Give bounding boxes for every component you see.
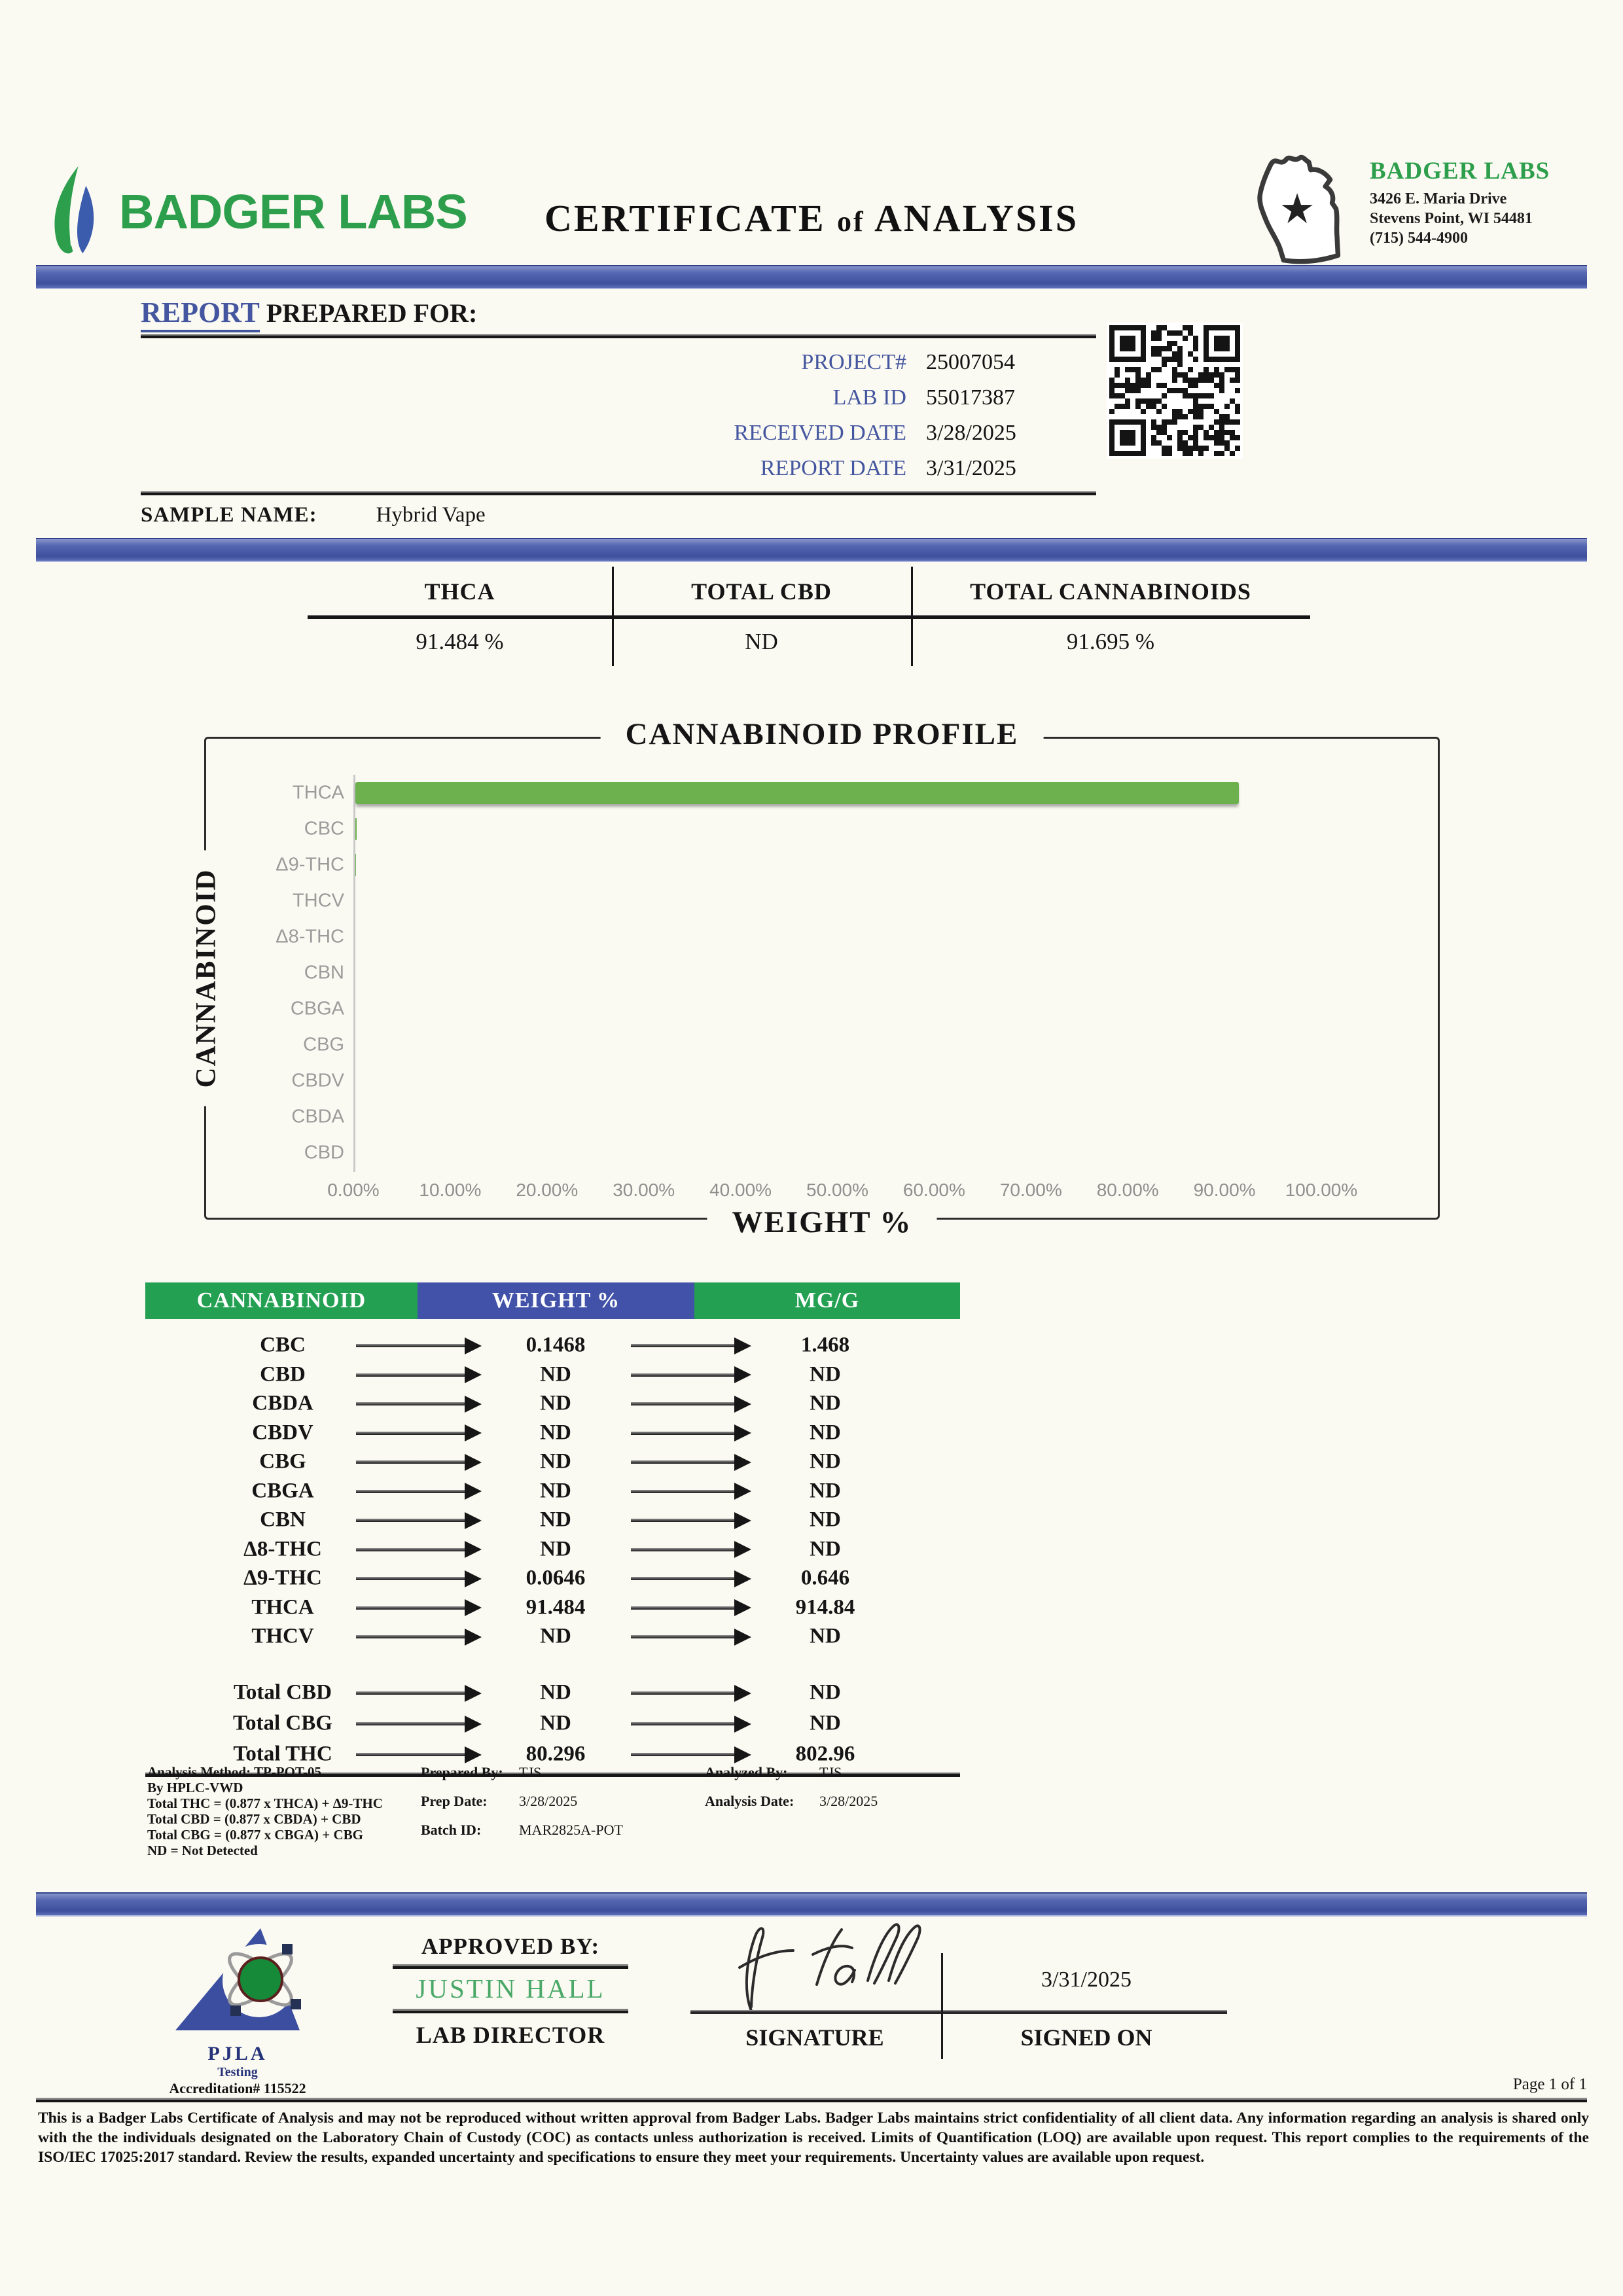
rule xyxy=(141,334,1096,338)
chart-row xyxy=(293,775,1321,811)
arrow-icon xyxy=(356,1635,466,1638)
table-header-mgg: MG/G xyxy=(694,1282,960,1319)
pjla-accreditation xyxy=(143,1920,332,2097)
summary-value: ND xyxy=(745,629,778,654)
cannabinoid-name: CBG xyxy=(259,1449,306,1474)
arrow-icon xyxy=(631,1432,736,1435)
field-row xyxy=(141,380,1096,415)
chart-y-axis-label: CANNABINOID xyxy=(190,851,223,1106)
field-row xyxy=(141,345,1096,380)
field-value: 3/28/2025 xyxy=(926,421,1016,445)
pjla-program: Testing xyxy=(217,2065,258,2079)
arrow-icon xyxy=(631,1373,736,1377)
cannabinoid-name: Δ8-THC xyxy=(243,1537,322,1561)
weight-value: ND xyxy=(540,1711,571,1735)
cannabinoid-name: THCV xyxy=(251,1624,314,1648)
accreditation-number: Accreditation# 115522 xyxy=(169,2080,306,2096)
method-note-line: Total CBG = (0.877 x CBGA) + CBG xyxy=(147,1827,364,1843)
pjla-logo-icon xyxy=(161,1920,315,2038)
chart-category-label: CBG xyxy=(303,1034,344,1055)
weight-value: ND xyxy=(540,1362,571,1386)
weight-value: ND xyxy=(540,1421,571,1445)
chart-x-tick: 100.00% xyxy=(1285,1180,1358,1200)
chart-category-label: THCA xyxy=(293,782,344,803)
chart-x-tick: 60.00% xyxy=(902,1180,965,1200)
table-row xyxy=(145,1593,960,1623)
weight-value: ND xyxy=(540,1449,571,1474)
table-row xyxy=(145,1535,960,1564)
analyzed-by-row: Analyzed By: TJS xyxy=(705,1764,842,1780)
arrow-icon xyxy=(356,1344,466,1347)
mgg-value: ND xyxy=(810,1421,841,1445)
cannabinoid-name: Total CBG xyxy=(233,1711,332,1735)
approval-block xyxy=(393,1934,1309,2077)
field-value: 55017387 xyxy=(926,385,1015,410)
lab-name: BADGER LABS xyxy=(1370,158,1550,185)
chart-category-label: THCV xyxy=(293,890,344,911)
table-row xyxy=(145,1389,960,1419)
arrow-icon xyxy=(631,1635,736,1638)
table-row xyxy=(145,1506,960,1535)
mgg-value: ND xyxy=(810,1391,841,1415)
chart-row xyxy=(276,847,1321,883)
field-label: RECEIVED DATE xyxy=(734,421,906,445)
field-value: 25007054 xyxy=(926,350,1015,374)
table-row xyxy=(145,1331,960,1360)
signature-image xyxy=(700,1907,942,2019)
weight-value: ND xyxy=(540,1680,571,1704)
arrow-icon xyxy=(356,1577,466,1580)
arrow-icon xyxy=(631,1460,736,1464)
arrow-icon xyxy=(356,1432,466,1435)
summary-value: 91.695 % xyxy=(1066,629,1155,654)
chart-bar xyxy=(355,818,357,840)
arrow-icon xyxy=(631,1606,736,1610)
chart-row xyxy=(303,1027,1321,1063)
arrow-icon xyxy=(356,1548,466,1551)
rule xyxy=(141,491,1096,495)
weight-value: 80.296 xyxy=(526,1742,586,1766)
batch-id-row: Batch ID: MAR2825A-POT xyxy=(421,1822,623,1838)
weight-value: ND xyxy=(540,1624,571,1648)
field-row xyxy=(141,415,1096,451)
arrow-icon xyxy=(631,1548,736,1551)
brand-name: BADGER LABS xyxy=(119,184,467,239)
arrow-icon xyxy=(356,1753,466,1756)
leaf-logo-icon xyxy=(45,156,110,267)
page-title: CERTIFICATE of ANALYSIS xyxy=(544,197,1079,239)
cannabinoid-name: CBC xyxy=(260,1333,306,1357)
mgg-value: ND xyxy=(810,1508,841,1532)
field-row xyxy=(141,451,1096,486)
summary-header: TOTAL CBD xyxy=(691,578,832,605)
qr-code xyxy=(1109,325,1240,456)
method-note-line: Analysis Method: TP-POT-05 xyxy=(147,1764,322,1780)
mgg-value: 1.468 xyxy=(800,1333,850,1357)
report-prepared-for-heading: REPORT PREPARED FOR: xyxy=(141,296,1096,329)
chart-x-tick: 90.00% xyxy=(1193,1180,1256,1200)
chart-category-label: CBDA xyxy=(291,1106,344,1127)
arrow-icon xyxy=(356,1691,466,1695)
table-row xyxy=(145,1419,960,1448)
chart-row xyxy=(291,1063,1321,1099)
report-fields xyxy=(141,345,1096,486)
chart-plot-area xyxy=(276,775,1321,1172)
chart-title: CANNABINOID PROFILE xyxy=(601,716,1044,752)
chart-category-label: Δ8-THC xyxy=(276,926,344,947)
results-table xyxy=(145,1282,960,1777)
signature-line xyxy=(690,2010,1227,2014)
arrow-icon xyxy=(356,1722,466,1725)
arrow-icon xyxy=(356,1490,466,1493)
arrow-icon xyxy=(631,1722,736,1725)
arrow-icon xyxy=(631,1402,736,1405)
pjla-name: PJLA xyxy=(207,2043,268,2064)
mgg-value: ND xyxy=(810,1711,841,1735)
cannabinoid-profile-chart xyxy=(190,717,1440,1239)
signed-on-label: SIGNED ON xyxy=(1020,2024,1152,2051)
prepared-by-row: Prepared By: TJS xyxy=(421,1764,542,1780)
cannabinoid-name: CBGA xyxy=(251,1479,314,1503)
table-row xyxy=(145,1564,960,1593)
chart-x-tick: 70.00% xyxy=(999,1180,1062,1200)
cannabinoid-name: CBN xyxy=(260,1508,306,1532)
mgg-value: ND xyxy=(810,1479,841,1503)
summary-header: THCA xyxy=(424,578,495,605)
table-row xyxy=(145,1708,960,1739)
table-row xyxy=(145,1477,960,1506)
signature-label: SIGNATURE xyxy=(745,2024,884,2051)
divider xyxy=(612,567,614,666)
cannabinoid-name: THCA xyxy=(251,1595,314,1619)
lab-phone: (715) 544-4900 xyxy=(1370,230,1468,247)
rule xyxy=(36,2098,1587,2102)
chart-bar xyxy=(355,782,1239,804)
mgg-value: 914.84 xyxy=(795,1595,855,1619)
cannabinoid-name: Total THC xyxy=(233,1742,332,1766)
method-note-line: By HPLC-VWD xyxy=(147,1780,243,1795)
chart-row xyxy=(304,811,1321,847)
arrow-icon xyxy=(631,1577,736,1580)
arrow-icon xyxy=(631,1519,736,1522)
brand-logo xyxy=(45,156,467,267)
table-row xyxy=(145,1622,960,1651)
chart-x-tick: 20.00% xyxy=(516,1180,579,1200)
mgg-value: ND xyxy=(810,1362,841,1386)
divider-bar xyxy=(36,538,1587,562)
field-label: LAB ID xyxy=(832,385,906,410)
weight-value: 0.1468 xyxy=(526,1333,586,1357)
divider xyxy=(911,567,913,666)
signed-on-date: 3/31/2025 xyxy=(1041,1968,1132,1992)
arrow-icon xyxy=(356,1519,466,1522)
divider xyxy=(941,1953,943,2059)
arrow-icon xyxy=(356,1402,466,1405)
approved-by-label: APPROVED BY: xyxy=(421,1934,600,1959)
table-header-cannabinoid: CANNABINOID xyxy=(145,1282,418,1319)
weight-value: ND xyxy=(540,1391,571,1415)
table-row xyxy=(145,1360,960,1390)
cannabinoid-name: Δ9-THC xyxy=(243,1566,322,1590)
method-note-line: Total CBD = (0.877 x CBDA) + CBD xyxy=(147,1811,361,1827)
methods-block xyxy=(147,1764,985,1858)
chart-row xyxy=(304,955,1321,991)
arrow-icon xyxy=(356,1460,466,1464)
method-note-line: ND = Not Detected xyxy=(147,1843,258,1858)
arrow-icon xyxy=(356,1373,466,1377)
summary-header: TOTAL CANNABINOIDS xyxy=(970,578,1251,605)
weight-value: ND xyxy=(540,1479,571,1503)
arrow-icon xyxy=(631,1753,736,1756)
lab-address-line1: 3426 E. Maria Drive xyxy=(1370,190,1507,207)
chart-row xyxy=(291,1099,1321,1135)
rule xyxy=(393,1964,628,1969)
table-body xyxy=(145,1331,960,1770)
chart-category-label: CBDV xyxy=(291,1070,344,1091)
page-number: Page 1 of 1 xyxy=(1512,2075,1587,2093)
table-header-row xyxy=(145,1282,960,1319)
chart-x-tick: 30.00% xyxy=(613,1180,675,1200)
cannabinoid-name: CBDV xyxy=(252,1421,313,1445)
analysis-date-row: Analysis Date: 3/28/2025 xyxy=(705,1793,878,1809)
table-row xyxy=(145,1447,960,1477)
lab-address-line2: Stevens Point, WI 54481 xyxy=(1370,210,1533,227)
legal-disclaimer: This is a Badger Labs Certificate of Analysis and may not be reproduced without written approval from Badger Labs. Badger Labs maintains strict confidentiality of all client data. Any information regarding an analysis is shared only with the the individuals designated on the Laboratory Chain of Custody (COC) as contacts unless authorization is received. Limits of Quantification (LOQ) are available upon request. This report complies to the requirements of the ISO/IEC 17025:2017 standard. Review the results, expanded uncertainty and specifications to ensure they meet your requirements. Uncertainty values are available upon request. xyxy=(38,2110,1589,2166)
chart-category-label: CBC xyxy=(304,818,344,839)
table-gap xyxy=(145,1651,960,1678)
field-value: 3/31/2025 xyxy=(926,456,1016,480)
cannabinoid-name: CBDA xyxy=(252,1391,313,1415)
mgg-value: ND xyxy=(810,1537,841,1561)
table-row xyxy=(145,1678,960,1708)
rule xyxy=(393,2009,628,2013)
summary-strip xyxy=(308,568,1310,665)
sample-name-value: Hybrid Vape xyxy=(376,503,486,527)
prep-date-row: Prep Date: 3/28/2025 xyxy=(421,1793,578,1809)
mgg-value: ND xyxy=(810,1680,841,1704)
chart-category-label: Δ9-THC xyxy=(276,854,344,875)
chart-category-label: CBD xyxy=(304,1142,344,1163)
chart-row xyxy=(304,1135,1321,1171)
cannabinoid-name: CBD xyxy=(260,1362,306,1386)
chart-x-tick: 0.00% xyxy=(327,1180,380,1200)
weight-value: ND xyxy=(540,1537,571,1561)
arrow-icon xyxy=(631,1344,736,1347)
arrow-icon xyxy=(631,1490,736,1493)
cannabinoid-name: Total CBD xyxy=(233,1680,332,1704)
arrow-icon xyxy=(631,1691,736,1695)
method-note-line: Total THC = (0.877 x THCA) + Δ9-THC xyxy=(147,1795,383,1811)
chart-x-tick: 40.00% xyxy=(709,1180,772,1200)
weight-value: 91.484 xyxy=(526,1595,586,1619)
divider-bar xyxy=(36,265,1587,289)
chart-x-tick: 10.00% xyxy=(419,1180,482,1200)
chart-row xyxy=(293,883,1321,919)
lab-address-block xyxy=(1247,145,1620,276)
chart-x-tick: 50.00% xyxy=(806,1180,868,1200)
chart-bar xyxy=(355,854,356,876)
chart-x-axis-label: WEIGHT % xyxy=(707,1205,936,1240)
chart-x-ticks xyxy=(327,1180,1358,1203)
chart-row xyxy=(290,991,1321,1027)
sample-name-row xyxy=(141,503,1096,527)
field-label: PROJECT# xyxy=(801,350,906,374)
weight-value: ND xyxy=(540,1508,571,1532)
wisconsin-map-icon xyxy=(1247,145,1363,276)
chart-category-label: CBGA xyxy=(290,998,344,1019)
chart-x-tick: 80.00% xyxy=(1096,1180,1159,1200)
report-info-section xyxy=(141,296,1096,527)
mgg-value: 0.646 xyxy=(800,1566,850,1590)
chart-category-label: CBN xyxy=(304,962,344,983)
summary-value: 91.484 % xyxy=(416,629,504,654)
approver-name: JUSTIN HALL xyxy=(416,1973,605,2004)
mgg-value: 802.96 xyxy=(795,1742,855,1766)
chart-row xyxy=(276,919,1321,955)
weight-value: 0.0646 xyxy=(526,1566,586,1590)
table-header-weight: WEIGHT % xyxy=(418,1282,694,1319)
arrow-icon xyxy=(356,1606,466,1610)
sample-name-label: SAMPLE NAME: xyxy=(141,503,317,527)
field-label: REPORT DATE xyxy=(760,456,906,480)
approver-role: LAB DIRECTOR xyxy=(416,2022,605,2048)
mgg-value: ND xyxy=(810,1449,841,1474)
mgg-value: ND xyxy=(810,1624,841,1648)
